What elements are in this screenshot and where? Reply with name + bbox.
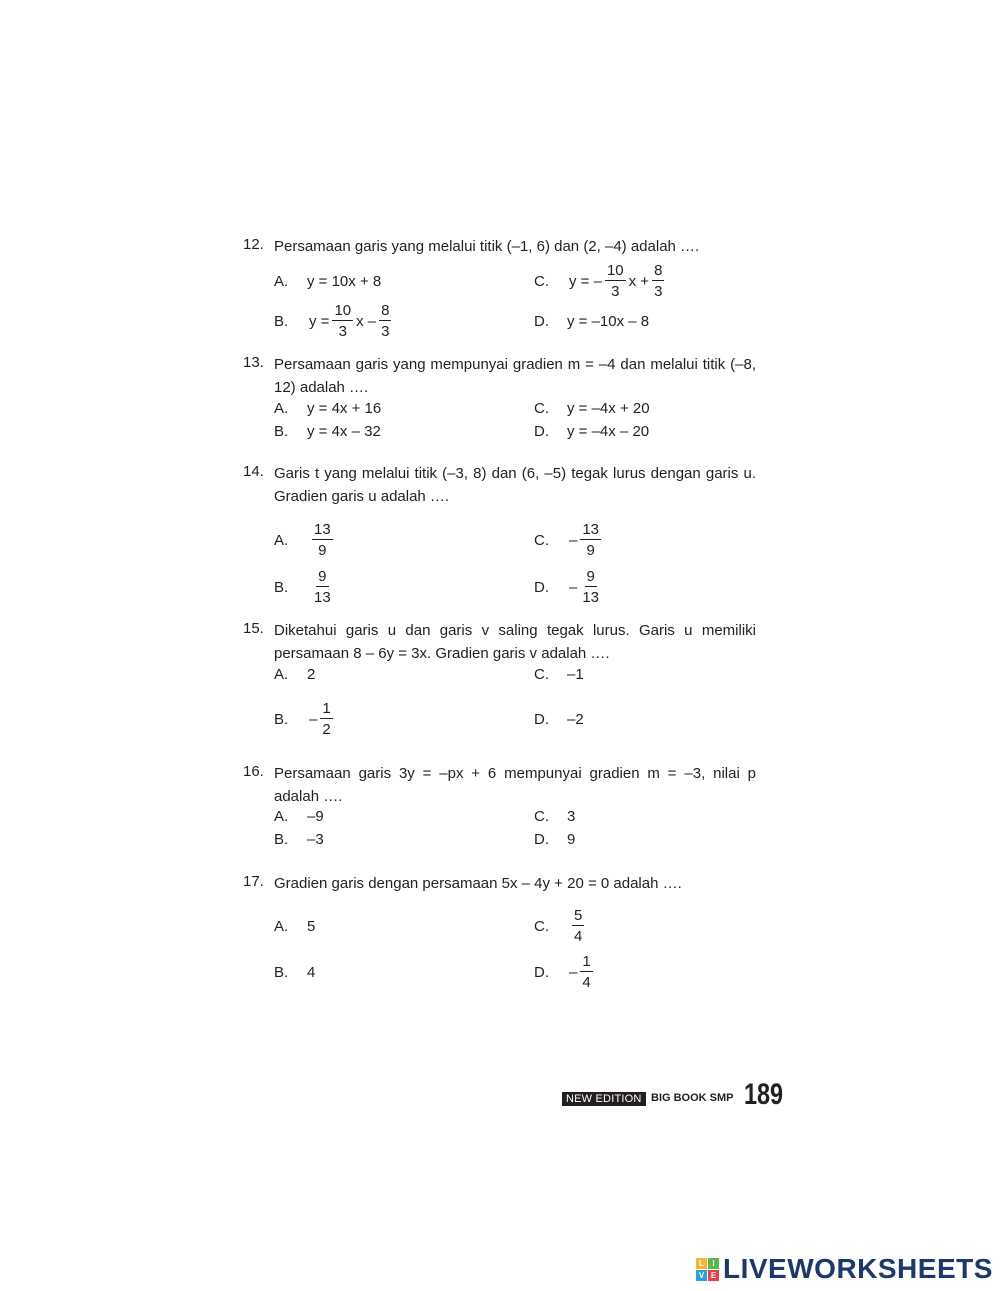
fraction: [332, 302, 353, 340]
fraction: [572, 907, 584, 945]
fraction-numerator: 1: [582, 953, 591, 970]
expr-prefix: –: [309, 710, 318, 728]
option-letter: C.: [534, 532, 549, 549]
option-expression: –1: [567, 666, 584, 683]
option-expression: y = 4x + 16: [307, 400, 382, 417]
option-letter: C.: [534, 666, 549, 683]
question-16-text: Persamaan garis 3y = –px + 6 mempunyai gradien m = –3, nilai p adalah ….: [274, 765, 756, 805]
option-letter: B.: [274, 423, 289, 440]
option-expression: [307, 700, 334, 738]
question-15-text: Diketahui garis u dan garis v saling tegak lurus. Garis u memiliki persamaan 8 – 6y = 3x. Gradien garis v adalah ….: [274, 622, 756, 662]
logo-blocks-icon: [696, 1258, 719, 1281]
option-letter: B.: [274, 313, 289, 330]
question-13-text: Persamaan garis yang mempunyai gradien m = –4 dan melalui titik (–8, 12) adalah ….: [274, 356, 756, 396]
question-12-number: 12.: [243, 236, 264, 253]
expr-prefix: –: [569, 578, 578, 596]
fraction-numerator: 9: [586, 568, 595, 585]
fraction-denominator: 3: [381, 323, 390, 340]
fraction-numerator: 8: [654, 262, 663, 279]
fraction-numerator: 9: [318, 568, 327, 585]
option-expression: –9: [307, 808, 324, 825]
fraction-denominator: 9: [318, 542, 327, 559]
fraction-denominator: 13: [582, 589, 600, 606]
expr-middle: x –: [356, 312, 377, 330]
question-12-text: Persamaan garis yang melalui titik (–1, 6) dan (2, –4) adalah ….: [274, 238, 700, 255]
fraction-denominator: 3: [338, 323, 347, 340]
fraction: [580, 953, 592, 991]
fraction: [312, 521, 333, 559]
option-letter: A.: [274, 532, 289, 549]
book-title: BIG BOOK SMP: [651, 1092, 734, 1104]
question-17-number: 17.: [243, 873, 264, 890]
logo-block-i: I: [708, 1258, 719, 1269]
option-expression: [567, 907, 585, 945]
option-letter: D.: [534, 831, 549, 848]
option-expression: [567, 521, 602, 559]
page-number: 189: [744, 1078, 784, 1111]
fraction-numerator: 13: [582, 521, 600, 538]
expr-prefix: –: [569, 963, 578, 981]
fraction: [312, 568, 333, 606]
option-expression: –2: [567, 711, 584, 728]
option-expression: 4: [307, 964, 316, 981]
option-letter: D.: [534, 313, 549, 330]
fraction-denominator: 4: [574, 928, 583, 945]
fraction: [580, 521, 601, 559]
option-expression: [567, 953, 594, 991]
option-letter: D.: [534, 579, 549, 596]
question-15-number: 15.: [243, 620, 264, 637]
option-expression: [567, 262, 665, 300]
option-letter: C.: [534, 400, 549, 417]
fraction: [379, 302, 391, 340]
fraction-numerator: 13: [314, 521, 331, 538]
option-letter: A.: [274, 808, 289, 825]
question-17-text: Gradien garis dengan persamaan 5x – 4y + 20 = 0 adalah ….: [274, 875, 682, 892]
option-expression: y = 4x – 32: [307, 423, 381, 440]
option-letter: D.: [534, 711, 549, 728]
option-expression: y = 10x + 8: [307, 273, 382, 290]
option-letter: D.: [534, 423, 549, 440]
option-expression: –3: [307, 831, 324, 848]
option-letter: B.: [274, 831, 289, 848]
option-expression: 9: [567, 831, 576, 848]
fraction-numerator: 5: [574, 907, 583, 924]
option-expression: 5: [307, 918, 316, 935]
fraction-denominator: 13: [314, 589, 331, 606]
expr-prefix: –: [569, 531, 578, 549]
new-edition-badge: NEW EDITION: [562, 1092, 646, 1106]
option-expression: [567, 568, 602, 606]
expr-prefix: y =: [309, 312, 330, 330]
option-letter: C.: [534, 273, 549, 290]
fraction-denominator: 3: [611, 283, 620, 300]
fraction: [580, 568, 601, 606]
question-13-number: 13.: [243, 354, 264, 371]
fraction-numerator: 10: [334, 302, 352, 319]
logo-block-l: L: [696, 1258, 707, 1269]
fraction-denominator: 4: [582, 974, 591, 991]
question-14-text: Garis t yang melalui titik (–3, 8) dan (6, –5) tegak lurus dengan garis u. Gradien garis u adalah ….: [274, 465, 756, 505]
option-letter: D.: [534, 964, 549, 981]
option-letter: A.: [274, 666, 289, 683]
expr-prefix: y = –: [569, 272, 602, 290]
fraction-denominator: 9: [586, 542, 595, 559]
option-expression: y = –10x – 8: [567, 313, 650, 330]
option-expression: [307, 568, 334, 606]
fraction: [320, 700, 332, 738]
option-letter: A.: [274, 918, 289, 935]
option-letter: B.: [274, 579, 289, 596]
fraction-numerator: 8: [381, 302, 390, 319]
option-expression: [307, 302, 392, 340]
option-expression: 2: [307, 666, 316, 683]
option-expression: 3: [567, 808, 576, 825]
option-expression: y = –4x – 20: [567, 423, 650, 440]
option-expression: y = –4x + 20: [567, 400, 650, 417]
logo-block-e: E: [708, 1270, 719, 1281]
option-expression: [307, 521, 334, 559]
option-letter: C.: [534, 918, 549, 935]
logo-text: LIVEWORKSHEETS: [723, 1253, 993, 1284]
fraction: [605, 262, 626, 300]
option-letter: B.: [274, 964, 289, 981]
fraction-denominator: 2: [322, 721, 331, 738]
option-letter: C.: [534, 808, 549, 825]
expr-middle: x +: [628, 272, 650, 290]
fraction-numerator: 10: [606, 262, 624, 279]
option-letter: A.: [274, 400, 289, 417]
fraction-numerator: 1: [322, 700, 331, 717]
fraction: [652, 262, 664, 300]
option-letter: B.: [274, 711, 289, 728]
fraction-denominator: 3: [654, 283, 663, 300]
liveworksheets-logo: [696, 1253, 993, 1285]
question-14-number: 14.: [243, 463, 264, 480]
option-letter: A.: [274, 273, 289, 290]
question-16-number: 16.: [243, 763, 264, 780]
logo-block-v: V: [696, 1270, 707, 1281]
